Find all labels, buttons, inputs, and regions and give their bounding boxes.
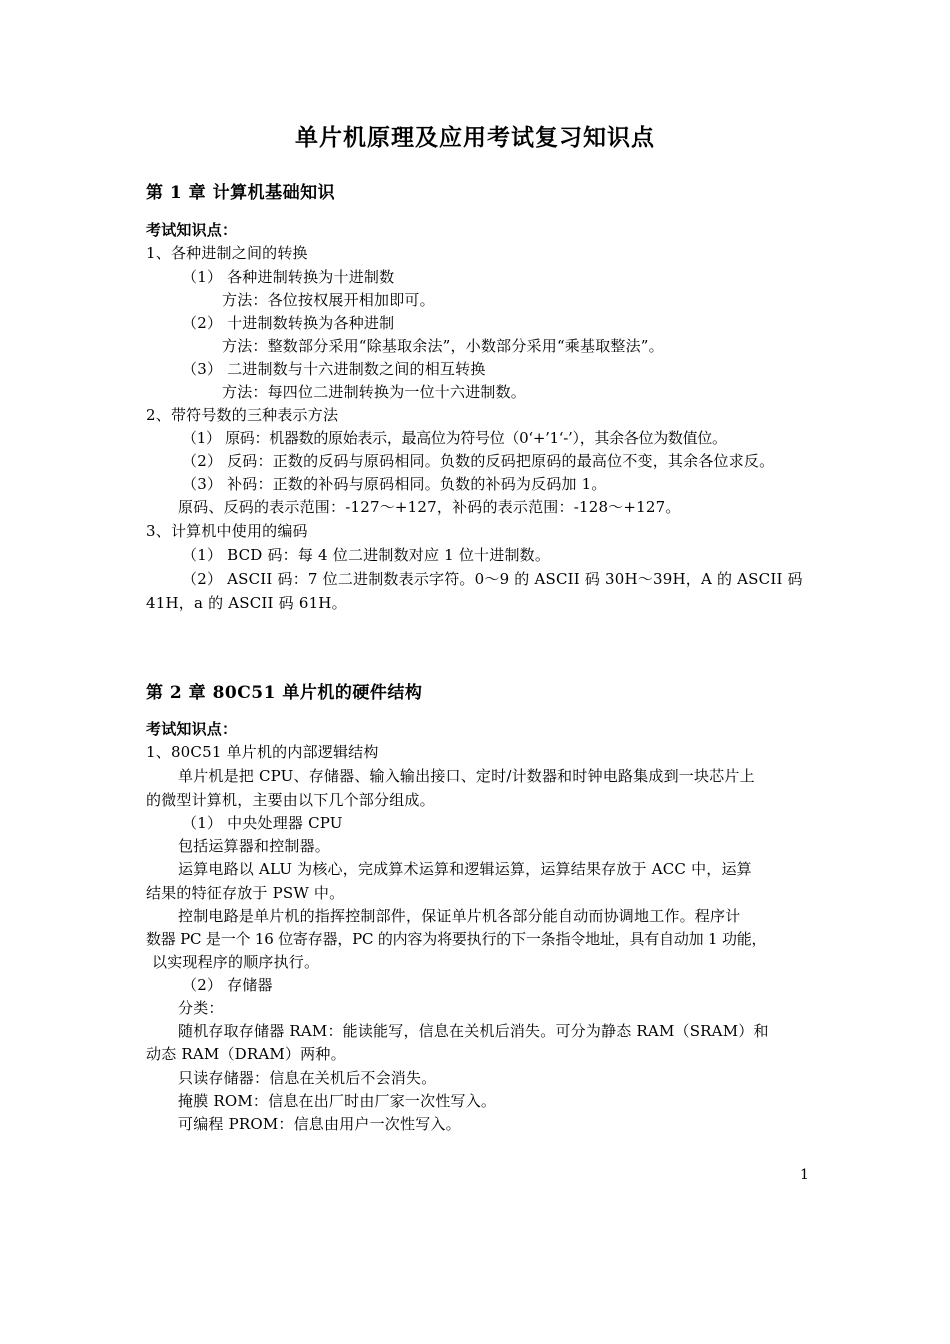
ch2-line: 结果的特征存放于 PSW 中。 <box>146 884 345 902</box>
ch2-line: 分类： <box>178 999 224 1017</box>
ch1-line: 41H，a 的 ASCII 码 61H。 <box>146 594 347 612</box>
ch2-line: 可编程 PROM：信息由用户一次性写入。 <box>178 1115 461 1133</box>
ch2-line: 单片机是把 CPU、存储器、输入输出接口、定时/计数器和时钟电路集成到一块芯片上 <box>178 767 755 785</box>
ch1-line: （3） 补码：正数的补码与原码相同。负数的补码为反码加 1。 <box>182 475 607 493</box>
page-title: 单片机原理及应用考试复习知识点 <box>295 124 655 151</box>
ch2-line: 随机存取存储器 RAM：能读能写，信息在关机后消失。可分为静态 RAM（SRAM）和 <box>178 1022 769 1040</box>
ch2-line: （1） 中央处理器 CPU <box>182 814 343 832</box>
ch1-line: 原码、反码的表示范围：-127～+127，补码的表示范围：-128～+127。 <box>178 498 681 516</box>
ch2-line: 动态 RAM（DRAM）两种。 <box>146 1045 346 1063</box>
ch2-line: 控制电路是单片机的指挥控制部件，保证单片机各部分能自动而协调地工作。程序计 <box>178 907 741 925</box>
ch2-line: 的微型计算机，主要由以下几个部分组成。 <box>146 791 435 809</box>
ch1-line: 1、各种进制之间的转换 <box>146 244 308 262</box>
ch2-line: 运算电路以 ALU 为核心，完成算术运算和逻辑运算，运算结果存放于 ACC 中，运算 <box>178 860 752 878</box>
ch1-line: 方法：每四位二进制转换为一位十六进制数。 <box>222 383 527 401</box>
ch2-line: 数器 PC 是一个 16 位寄存器，PC 的内容为将要执行的下一条指令地址，具有自动加 1 功能， <box>146 930 767 948</box>
ch1-line: （2） ASCII 码：7 位二进制数表示字符。0～9 的 ASCII 码 30H～39H，A 的 ASCII 码 <box>182 570 803 588</box>
ch1-line: （3） 二进制数与十六进制数之间的相互转换 <box>182 360 486 378</box>
ch1-line: 3、计算机中使用的编码 <box>146 522 308 540</box>
ch1-line: （1） 各种进制转换为十进制数 <box>182 268 395 286</box>
chapter-1-kp-label: 考试知识点： <box>146 221 238 239</box>
ch2-line: （2） 存储器 <box>182 976 273 994</box>
ch2-line: 只读存储器：信息在关机后不会消失。 <box>178 1069 437 1087</box>
page-number: 1 <box>800 1167 809 1183</box>
chapter-2-kp-label: 考试知识点： <box>146 720 238 738</box>
ch1-line: （2） 反码：正数的反码与原码相同。负数的反码把原码的最高位不变，其余各位求反。 <box>182 452 775 470</box>
ch1-line: （2） 十进制数转换为各种进制 <box>182 314 395 332</box>
ch2-line: 掩膜 ROM：信息在出厂时由厂家一次性写入。 <box>178 1092 497 1110</box>
ch1-line: （1） 原码：机器数的原始表示，最高位为符号位（0‘+’1‘-’），其余各位为数值位。 <box>182 429 727 447</box>
chapter-1-heading: 第 1 章 计算机基础知识 <box>146 183 336 203</box>
ch2-line: 包括运算器和控制器。 <box>178 837 331 855</box>
chapter-2-heading: 第 2 章 80C51 单片机的硬件结构 <box>146 683 423 703</box>
ch1-line: 方法：各位按权展开相加即可。 <box>222 291 435 309</box>
ch1-line: （1） BCD 码：每 4 位二进制数对应 1 位十进制数。 <box>182 546 551 564</box>
ch1-line: 方法：整数部分采用“除基取余法”，小数部分采用“乘基取整法”。 <box>222 337 664 355</box>
ch2-line: 1、80C51 单片机的内部逻辑结构 <box>146 743 379 761</box>
ch2-line: 以实现程序的顺序执行。 <box>152 953 320 971</box>
ch1-line: 2、带符号数的三种表示方法 <box>146 406 339 424</box>
